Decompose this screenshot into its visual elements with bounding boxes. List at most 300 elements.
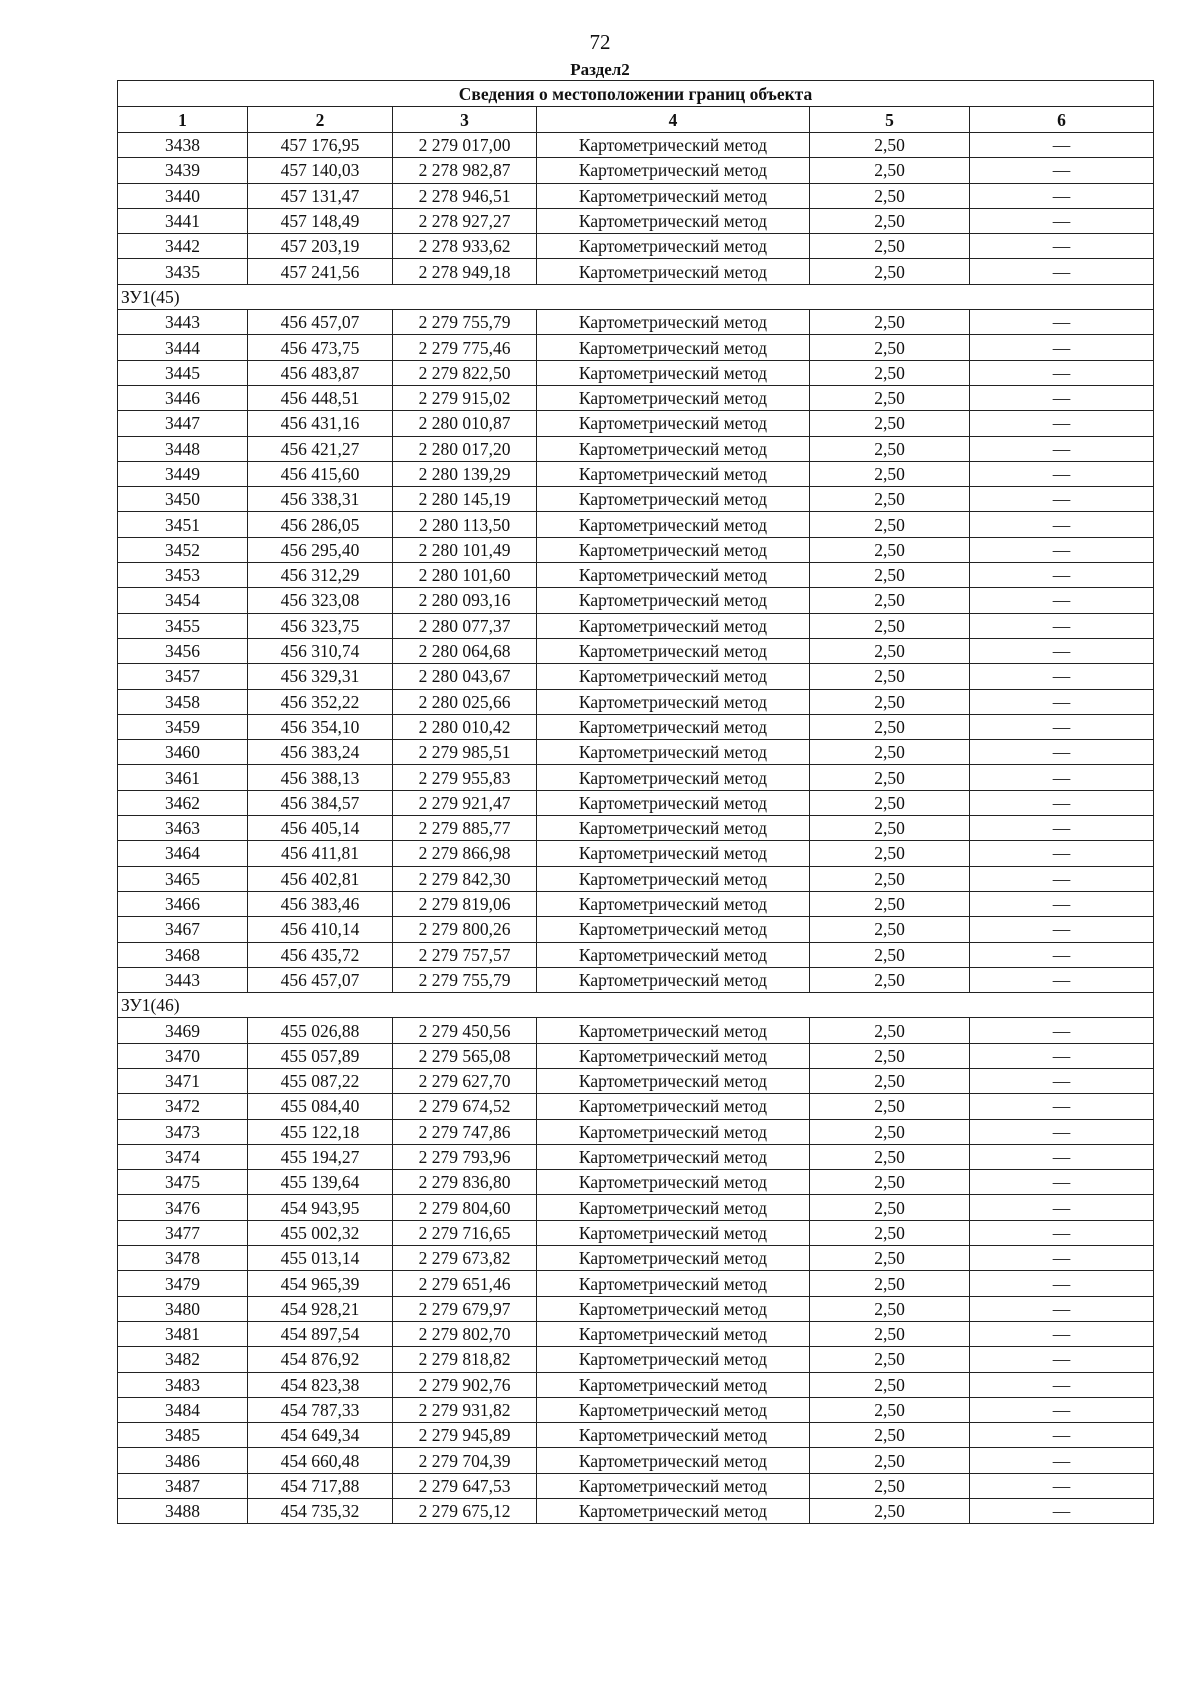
accuracy-cell: 2,50 bbox=[810, 1170, 970, 1195]
table-row bbox=[118, 208, 1154, 233]
note-cell: — bbox=[970, 942, 1154, 967]
method-cell: Картометрический метод bbox=[537, 1423, 810, 1448]
point-number-cell: 3459 bbox=[118, 714, 248, 739]
point-number-cell: 3476 bbox=[118, 1195, 248, 1220]
x-coordinate-cell: 456 388,13 bbox=[248, 765, 393, 790]
note-cell: — bbox=[970, 967, 1154, 992]
section-label: Раздел2 bbox=[570, 60, 630, 79]
accuracy-cell: 2,50 bbox=[810, 563, 970, 588]
x-coordinate-cell: 454 649,34 bbox=[248, 1423, 393, 1448]
point-number-cell: 3463 bbox=[118, 816, 248, 841]
x-coordinate-cell: 457 148,49 bbox=[248, 208, 393, 233]
table-row bbox=[118, 360, 1154, 385]
accuracy-cell: 2,50 bbox=[810, 613, 970, 638]
y-coordinate-cell: 2 278 949,18 bbox=[393, 259, 537, 284]
method-cell: Картометрический метод bbox=[537, 208, 810, 233]
accuracy-cell: 2,50 bbox=[810, 638, 970, 663]
note-cell: — bbox=[970, 1119, 1154, 1144]
y-coordinate-cell: 2 280 139,29 bbox=[393, 461, 537, 486]
method-cell: Картометрический метод bbox=[537, 638, 810, 663]
table-row bbox=[118, 967, 1154, 992]
x-coordinate-cell: 456 421,27 bbox=[248, 436, 393, 461]
point-number-cell: 3435 bbox=[118, 259, 248, 284]
accuracy-cell: 2,50 bbox=[810, 714, 970, 739]
x-coordinate-cell: 456 431,16 bbox=[248, 411, 393, 436]
x-coordinate-cell: 456 354,10 bbox=[248, 714, 393, 739]
table-row bbox=[118, 1195, 1154, 1220]
accuracy-cell: 2,50 bbox=[810, 1195, 970, 1220]
method-cell: Картометрический метод bbox=[537, 310, 810, 335]
point-number-cell: 3438 bbox=[118, 133, 248, 158]
table-group-row bbox=[118, 993, 1154, 1018]
table-row bbox=[118, 1473, 1154, 1498]
point-number-cell: 3482 bbox=[118, 1347, 248, 1372]
table-row bbox=[118, 487, 1154, 512]
accuracy-cell: 2,50 bbox=[810, 208, 970, 233]
y-coordinate-cell: 2 280 010,87 bbox=[393, 411, 537, 436]
note-cell: — bbox=[970, 866, 1154, 891]
accuracy-cell: 2,50 bbox=[810, 790, 970, 815]
point-number-cell: 3458 bbox=[118, 689, 248, 714]
point-number-cell: 3471 bbox=[118, 1068, 248, 1093]
table-row bbox=[118, 1271, 1154, 1296]
table-row bbox=[118, 1321, 1154, 1346]
accuracy-cell: 2,50 bbox=[810, 259, 970, 284]
accuracy-cell: 2,50 bbox=[810, 1119, 970, 1144]
table-row bbox=[118, 1043, 1154, 1068]
boundary-coordinates-table bbox=[117, 80, 1154, 1524]
accuracy-cell: 2,50 bbox=[810, 1347, 970, 1372]
method-cell: Картометрический метод bbox=[537, 1119, 810, 1144]
y-coordinate-cell: 2 279 866,98 bbox=[393, 841, 537, 866]
y-coordinate-cell: 2 279 647,53 bbox=[393, 1473, 537, 1498]
point-number-cell: 3469 bbox=[118, 1018, 248, 1043]
y-coordinate-cell: 2 279 673,82 bbox=[393, 1246, 537, 1271]
point-number-cell: 3475 bbox=[118, 1170, 248, 1195]
x-coordinate-cell: 456 457,07 bbox=[248, 967, 393, 992]
x-coordinate-cell: 456 411,81 bbox=[248, 841, 393, 866]
note-cell: — bbox=[970, 411, 1154, 436]
note-cell: — bbox=[970, 563, 1154, 588]
method-cell: Картометрический метод bbox=[537, 563, 810, 588]
table-row bbox=[118, 1068, 1154, 1093]
y-coordinate-cell: 2 279 931,82 bbox=[393, 1397, 537, 1422]
table-row bbox=[118, 866, 1154, 891]
y-coordinate-cell: 2 279 885,77 bbox=[393, 816, 537, 841]
table-caption-row bbox=[118, 81, 1154, 107]
accuracy-cell: 2,50 bbox=[810, 1246, 970, 1271]
point-number-cell: 3456 bbox=[118, 638, 248, 663]
table-row bbox=[118, 714, 1154, 739]
x-coordinate-cell: 455 002,32 bbox=[248, 1220, 393, 1245]
note-cell: — bbox=[970, 1473, 1154, 1498]
method-cell: Картометрический метод bbox=[537, 967, 810, 992]
note-cell: — bbox=[970, 234, 1154, 259]
note-cell: — bbox=[970, 1347, 1154, 1372]
point-number-cell: 3466 bbox=[118, 891, 248, 916]
y-coordinate-cell: 2 279 836,80 bbox=[393, 1170, 537, 1195]
table-row bbox=[118, 1423, 1154, 1448]
point-number-cell: 3441 bbox=[118, 208, 248, 233]
method-cell: Картометрический метод bbox=[537, 942, 810, 967]
accuracy-cell: 2,50 bbox=[810, 765, 970, 790]
accuracy-cell: 2,50 bbox=[810, 487, 970, 512]
method-cell: Картометрический метод bbox=[537, 1094, 810, 1119]
x-coordinate-cell: 454 735,32 bbox=[248, 1499, 393, 1524]
note-cell: — bbox=[970, 1043, 1154, 1068]
y-coordinate-cell: 2 279 565,08 bbox=[393, 1043, 537, 1068]
accuracy-cell: 2,50 bbox=[810, 588, 970, 613]
note-cell: — bbox=[970, 1246, 1154, 1271]
note-cell: — bbox=[970, 537, 1154, 562]
table-group-row bbox=[118, 284, 1154, 309]
point-number-cell: 3447 bbox=[118, 411, 248, 436]
note-cell: — bbox=[970, 588, 1154, 613]
accuracy-cell: 2,50 bbox=[810, 1423, 970, 1448]
note-cell: — bbox=[970, 259, 1154, 284]
x-coordinate-cell: 455 122,18 bbox=[248, 1119, 393, 1144]
x-coordinate-cell: 456 286,05 bbox=[248, 512, 393, 537]
method-cell: Картометрический метод bbox=[537, 790, 810, 815]
point-number-cell: 3450 bbox=[118, 487, 248, 512]
table-row bbox=[118, 310, 1154, 335]
point-number-cell: 3451 bbox=[118, 512, 248, 537]
table-row bbox=[118, 942, 1154, 967]
table-row bbox=[118, 436, 1154, 461]
y-coordinate-cell: 2 279 755,79 bbox=[393, 310, 537, 335]
point-number-cell: 3481 bbox=[118, 1321, 248, 1346]
method-cell: Картометрический метод bbox=[537, 1448, 810, 1473]
method-cell: Картометрический метод bbox=[537, 234, 810, 259]
accuracy-cell: 2,50 bbox=[810, 133, 970, 158]
note-cell: — bbox=[970, 1144, 1154, 1169]
x-coordinate-cell: 456 338,31 bbox=[248, 487, 393, 512]
accuracy-cell: 2,50 bbox=[810, 1499, 970, 1524]
point-number-cell: 3479 bbox=[118, 1271, 248, 1296]
note-cell: — bbox=[970, 714, 1154, 739]
x-coordinate-cell: 456 384,57 bbox=[248, 790, 393, 815]
method-cell: Картометрический метод bbox=[537, 740, 810, 765]
page-number: 72 bbox=[589, 30, 611, 54]
note-cell: — bbox=[970, 335, 1154, 360]
point-number-cell: 3462 bbox=[118, 790, 248, 815]
y-coordinate-cell: 2 279 902,76 bbox=[393, 1372, 537, 1397]
x-coordinate-cell: 455 087,22 bbox=[248, 1068, 393, 1093]
table-row bbox=[118, 537, 1154, 562]
accuracy-cell: 2,50 bbox=[810, 1144, 970, 1169]
table-row bbox=[118, 183, 1154, 208]
table-row bbox=[118, 613, 1154, 638]
method-cell: Картометрический метод bbox=[537, 1246, 810, 1271]
table-row bbox=[118, 411, 1154, 436]
x-coordinate-cell: 456 457,07 bbox=[248, 310, 393, 335]
method-cell: Картометрический метод bbox=[537, 411, 810, 436]
point-number-cell: 3460 bbox=[118, 740, 248, 765]
x-coordinate-cell: 455 026,88 bbox=[248, 1018, 393, 1043]
point-number-cell: 3445 bbox=[118, 360, 248, 385]
table-row bbox=[118, 638, 1154, 663]
note-cell: — bbox=[970, 740, 1154, 765]
method-cell: Картометрический метод bbox=[537, 891, 810, 916]
table-row bbox=[118, 259, 1154, 284]
y-coordinate-cell: 2 279 985,51 bbox=[393, 740, 537, 765]
method-cell: Картометрический метод bbox=[537, 765, 810, 790]
table-header-row bbox=[118, 107, 1154, 133]
accuracy-cell: 2,50 bbox=[810, 385, 970, 410]
method-cell: Картометрический метод bbox=[537, 841, 810, 866]
note-cell: — bbox=[970, 1423, 1154, 1448]
note-cell: — bbox=[970, 790, 1154, 815]
note-cell: — bbox=[970, 360, 1154, 385]
table-row bbox=[118, 1144, 1154, 1169]
table-row bbox=[118, 841, 1154, 866]
y-coordinate-cell: 2 280 077,37 bbox=[393, 613, 537, 638]
point-number-cell: 3487 bbox=[118, 1473, 248, 1498]
method-cell: Картометрический метод bbox=[537, 259, 810, 284]
note-cell: — bbox=[970, 891, 1154, 916]
y-coordinate-cell: 2 279 945,89 bbox=[393, 1423, 537, 1448]
method-cell: Картометрический метод bbox=[537, 1068, 810, 1093]
method-cell: Картометрический метод bbox=[537, 1499, 810, 1524]
accuracy-cell: 2,50 bbox=[810, 689, 970, 714]
point-number-cell: 3467 bbox=[118, 917, 248, 942]
point-number-cell: 3457 bbox=[118, 664, 248, 689]
table-row bbox=[118, 563, 1154, 588]
note-cell: — bbox=[970, 689, 1154, 714]
table-row bbox=[118, 1448, 1154, 1473]
note-cell: — bbox=[970, 461, 1154, 486]
note-cell: — bbox=[970, 512, 1154, 537]
point-number-cell: 3484 bbox=[118, 1397, 248, 1422]
accuracy-cell: 2,50 bbox=[810, 360, 970, 385]
point-number-cell: 3477 bbox=[118, 1220, 248, 1245]
method-cell: Картометрический метод bbox=[537, 714, 810, 739]
accuracy-cell: 2,50 bbox=[810, 917, 970, 942]
accuracy-cell: 2,50 bbox=[810, 537, 970, 562]
x-coordinate-cell: 456 323,75 bbox=[248, 613, 393, 638]
point-number-cell: 3444 bbox=[118, 335, 248, 360]
x-coordinate-cell: 456 312,29 bbox=[248, 563, 393, 588]
table-row bbox=[118, 891, 1154, 916]
point-number-cell: 3468 bbox=[118, 942, 248, 967]
table-row bbox=[118, 335, 1154, 360]
y-coordinate-cell: 2 279 716,65 bbox=[393, 1220, 537, 1245]
method-cell: Картометрический метод bbox=[537, 588, 810, 613]
x-coordinate-cell: 456 435,72 bbox=[248, 942, 393, 967]
y-coordinate-cell: 2 279 017,00 bbox=[393, 133, 537, 158]
x-coordinate-cell: 456 473,75 bbox=[248, 335, 393, 360]
x-coordinate-cell: 454 965,39 bbox=[248, 1271, 393, 1296]
note-cell: — bbox=[970, 310, 1154, 335]
method-cell: Картометрический метод bbox=[537, 512, 810, 537]
x-coordinate-cell: 454 928,21 bbox=[248, 1296, 393, 1321]
method-cell: Картометрический метод bbox=[537, 436, 810, 461]
y-coordinate-cell: 2 280 043,67 bbox=[393, 664, 537, 689]
note-cell: — bbox=[970, 436, 1154, 461]
x-coordinate-cell: 455 139,64 bbox=[248, 1170, 393, 1195]
table-row bbox=[118, 234, 1154, 259]
method-cell: Картометрический метод bbox=[537, 613, 810, 638]
note-cell: — bbox=[970, 1220, 1154, 1245]
method-cell: Картометрический метод bbox=[537, 385, 810, 410]
note-cell: — bbox=[970, 1296, 1154, 1321]
x-coordinate-cell: 455 194,27 bbox=[248, 1144, 393, 1169]
method-cell: Картометрический метод bbox=[537, 487, 810, 512]
y-coordinate-cell: 2 280 093,16 bbox=[393, 588, 537, 613]
point-number-cell: 3480 bbox=[118, 1296, 248, 1321]
method-cell: Картометрический метод bbox=[537, 1271, 810, 1296]
x-coordinate-cell: 454 660,48 bbox=[248, 1448, 393, 1473]
x-coordinate-cell: 456 402,81 bbox=[248, 866, 393, 891]
x-coordinate-cell: 454 943,95 bbox=[248, 1195, 393, 1220]
method-cell: Картометрический метод bbox=[537, 1473, 810, 1498]
accuracy-cell: 2,50 bbox=[810, 411, 970, 436]
y-coordinate-cell: 2 279 674,52 bbox=[393, 1094, 537, 1119]
table-row bbox=[118, 461, 1154, 486]
y-coordinate-cell: 2 279 450,56 bbox=[393, 1018, 537, 1043]
table-row bbox=[118, 512, 1154, 537]
method-cell: Картометрический метод bbox=[537, 866, 810, 891]
method-cell: Картометрический метод bbox=[537, 1220, 810, 1245]
accuracy-cell: 2,50 bbox=[810, 461, 970, 486]
point-number-cell: 3448 bbox=[118, 436, 248, 461]
method-cell: Картометрический метод bbox=[537, 360, 810, 385]
method-cell: Картометрический метод bbox=[537, 537, 810, 562]
point-number-cell: 3454 bbox=[118, 588, 248, 613]
table-row bbox=[118, 740, 1154, 765]
accuracy-cell: 2,50 bbox=[810, 740, 970, 765]
point-number-cell: 3483 bbox=[118, 1372, 248, 1397]
note-cell: — bbox=[970, 1094, 1154, 1119]
y-coordinate-cell: 2 280 064,68 bbox=[393, 638, 537, 663]
x-coordinate-cell: 456 405,14 bbox=[248, 816, 393, 841]
point-number-cell: 3440 bbox=[118, 183, 248, 208]
method-cell: Картометрический метод bbox=[537, 1397, 810, 1422]
y-coordinate-cell: 2 279 822,50 bbox=[393, 360, 537, 385]
y-coordinate-cell: 2 279 757,57 bbox=[393, 942, 537, 967]
x-coordinate-cell: 457 203,19 bbox=[248, 234, 393, 259]
column-header: 6 bbox=[970, 107, 1154, 133]
method-cell: Картометрический метод bbox=[537, 1018, 810, 1043]
note-cell: — bbox=[970, 613, 1154, 638]
point-number-cell: 3443 bbox=[118, 310, 248, 335]
note-cell: — bbox=[970, 158, 1154, 183]
column-header: 1 bbox=[118, 107, 248, 133]
y-coordinate-cell: 2 280 113,50 bbox=[393, 512, 537, 537]
y-coordinate-cell: 2 279 675,12 bbox=[393, 1499, 537, 1524]
table-row bbox=[118, 158, 1154, 183]
accuracy-cell: 2,50 bbox=[810, 512, 970, 537]
y-coordinate-cell: 2 279 775,46 bbox=[393, 335, 537, 360]
note-cell: — bbox=[970, 133, 1154, 158]
table-row bbox=[118, 1499, 1154, 1524]
note-cell: — bbox=[970, 816, 1154, 841]
note-cell: — bbox=[970, 1170, 1154, 1195]
column-header: 4 bbox=[537, 107, 810, 133]
accuracy-cell: 2,50 bbox=[810, 1321, 970, 1346]
point-number-cell: 3485 bbox=[118, 1423, 248, 1448]
method-cell: Картометрический метод bbox=[537, 461, 810, 486]
column-header: 2 bbox=[248, 107, 393, 133]
y-coordinate-cell: 2 278 946,51 bbox=[393, 183, 537, 208]
note-cell: — bbox=[970, 1448, 1154, 1473]
accuracy-cell: 2,50 bbox=[810, 158, 970, 183]
x-coordinate-cell: 454 823,38 bbox=[248, 1372, 393, 1397]
table-row bbox=[118, 765, 1154, 790]
accuracy-cell: 2,50 bbox=[810, 841, 970, 866]
note-cell: — bbox=[970, 208, 1154, 233]
table-caption: Сведения о местоположении границ объекта bbox=[118, 81, 1154, 107]
point-number-cell: 3472 bbox=[118, 1094, 248, 1119]
table-row bbox=[118, 1119, 1154, 1144]
note-cell: — bbox=[970, 1195, 1154, 1220]
point-number-cell: 3478 bbox=[118, 1246, 248, 1271]
point-number-cell: 3486 bbox=[118, 1448, 248, 1473]
table-row bbox=[118, 917, 1154, 942]
note-cell: — bbox=[970, 385, 1154, 410]
y-coordinate-cell: 2 279 842,30 bbox=[393, 866, 537, 891]
point-number-cell: 3442 bbox=[118, 234, 248, 259]
method-cell: Картометрический метод bbox=[537, 816, 810, 841]
note-cell: — bbox=[970, 183, 1154, 208]
method-cell: Картометрический метод bbox=[537, 335, 810, 360]
method-cell: Картометрический метод bbox=[537, 1372, 810, 1397]
x-coordinate-cell: 456 383,24 bbox=[248, 740, 393, 765]
table-row bbox=[118, 664, 1154, 689]
y-coordinate-cell: 2 280 145,19 bbox=[393, 487, 537, 512]
y-coordinate-cell: 2 279 802,70 bbox=[393, 1321, 537, 1346]
method-cell: Картометрический метод bbox=[537, 917, 810, 942]
table-row bbox=[118, 816, 1154, 841]
table-row bbox=[118, 1094, 1154, 1119]
accuracy-cell: 2,50 bbox=[810, 436, 970, 461]
point-number-cell: 3455 bbox=[118, 613, 248, 638]
y-coordinate-cell: 2 279 800,26 bbox=[393, 917, 537, 942]
table-row bbox=[118, 133, 1154, 158]
method-cell: Картометрический метод bbox=[537, 664, 810, 689]
y-coordinate-cell: 2 279 793,96 bbox=[393, 1144, 537, 1169]
note-cell: — bbox=[970, 1018, 1154, 1043]
y-coordinate-cell: 2 279 915,02 bbox=[393, 385, 537, 410]
x-coordinate-cell: 456 483,87 bbox=[248, 360, 393, 385]
accuracy-cell: 2,50 bbox=[810, 1448, 970, 1473]
x-coordinate-cell: 455 057,89 bbox=[248, 1043, 393, 1068]
accuracy-cell: 2,50 bbox=[810, 1296, 970, 1321]
x-coordinate-cell: 456 352,22 bbox=[248, 689, 393, 714]
method-cell: Картометрический метод bbox=[537, 133, 810, 158]
y-coordinate-cell: 2 280 017,20 bbox=[393, 436, 537, 461]
accuracy-cell: 2,50 bbox=[810, 866, 970, 891]
point-number-cell: 3461 bbox=[118, 765, 248, 790]
x-coordinate-cell: 455 084,40 bbox=[248, 1094, 393, 1119]
y-coordinate-cell: 2 279 921,47 bbox=[393, 790, 537, 815]
note-cell: — bbox=[970, 487, 1154, 512]
x-coordinate-cell: 456 329,31 bbox=[248, 664, 393, 689]
x-coordinate-cell: 456 383,46 bbox=[248, 891, 393, 916]
method-cell: Картометрический метод bbox=[537, 1296, 810, 1321]
table-body bbox=[118, 133, 1154, 1524]
accuracy-cell: 2,50 bbox=[810, 816, 970, 841]
y-coordinate-cell: 2 279 679,97 bbox=[393, 1296, 537, 1321]
y-coordinate-cell: 2 278 982,87 bbox=[393, 158, 537, 183]
x-coordinate-cell: 456 448,51 bbox=[248, 385, 393, 410]
accuracy-cell: 2,50 bbox=[810, 310, 970, 335]
x-coordinate-cell: 456 310,74 bbox=[248, 638, 393, 663]
point-number-cell: 3470 bbox=[118, 1043, 248, 1068]
point-number-cell: 3443 bbox=[118, 967, 248, 992]
x-coordinate-cell: 456 415,60 bbox=[248, 461, 393, 486]
method-cell: Картометрический метод bbox=[537, 1321, 810, 1346]
